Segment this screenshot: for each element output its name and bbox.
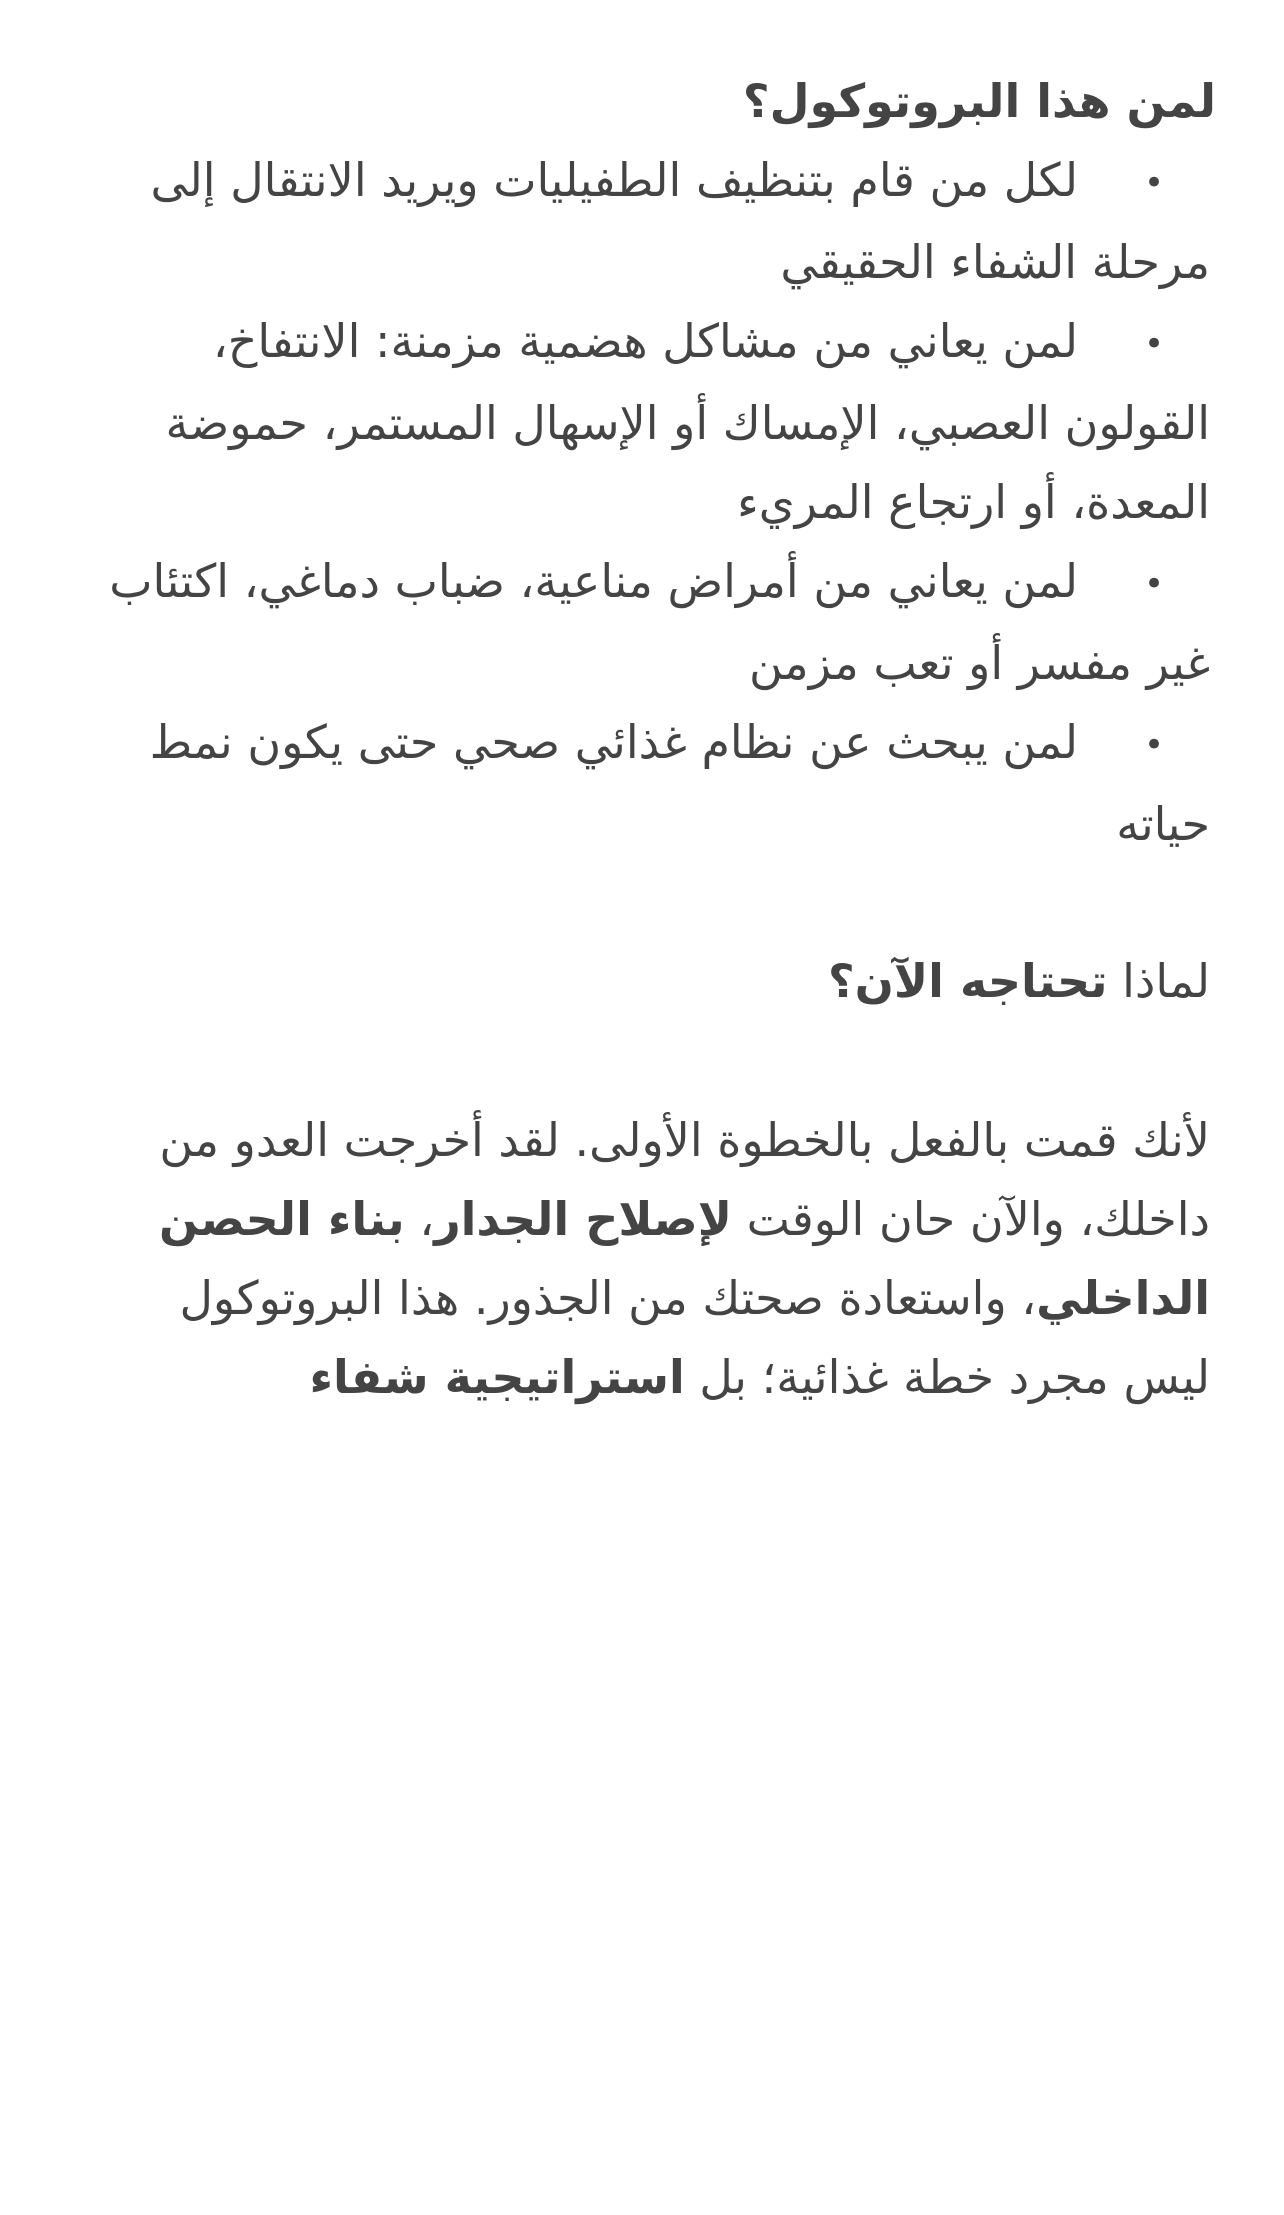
section-spacer xyxy=(90,1021,1210,1101)
list-item xyxy=(90,302,1210,542)
section-heading-why xyxy=(90,942,1210,1021)
paragraph-bold-text: استراتيجية شفاء xyxy=(309,1350,685,1404)
list-item-text: لكل من قام بتنظيف الطفيليات ويريد الانتقال إلى مرحلة الشفاء الحقيقي xyxy=(150,153,1210,289)
heading-bold-text: تحتاجه الآن؟ xyxy=(827,954,1108,1008)
list-item-text: لمن يعاني من مشاكل هضمية مزمنة: الانتفاخ، القولون العصبي، الإمساك أو الإسهال المستمر، حموضة المعدة، أو ارتجاع المريء xyxy=(165,314,1210,529)
paragraph-bold-text: لإصلاح الجدار xyxy=(434,1192,732,1246)
paragraph-text: ، واستعادة صحتك من الجذور. هذا البروتوكول ليس مجرد خطة غذائية؛ بل xyxy=(179,1271,1210,1404)
paragraph-bold-text: بناء الحصن الداخلي xyxy=(158,1192,1210,1325)
list-item-text: لمن يعاني من أمراض مناعية، ضباب دماغي، اكتئاب غير مفسر أو تعب مزمن xyxy=(109,554,1210,690)
document-body xyxy=(90,62,1216,1417)
list-item xyxy=(90,542,1210,703)
section-spacer xyxy=(90,864,1210,942)
paragraph-text: ، xyxy=(404,1192,435,1246)
list-item xyxy=(90,141,1210,302)
bullet-icon: • xyxy=(1143,564,1164,604)
why-paragraph xyxy=(90,1101,1210,1417)
list-item-text: لمن يبحث عن نظام غذائي صحي حتى يكون نمط حياته xyxy=(149,715,1210,851)
list-item xyxy=(90,703,1210,864)
bullet-icon: • xyxy=(1143,324,1164,364)
audience-list xyxy=(90,141,1210,864)
paragraph-text: لأنك قمت بالفعل بالخطوة الأولى. لقد أخرجت العدو من داخلك، والآن حان الوقت xyxy=(159,1113,1210,1246)
heading-plain-text: لماذا xyxy=(1107,954,1210,1008)
bullet-icon: • xyxy=(1143,725,1164,765)
section-heading-who: لمن هذا البروتوكول؟ xyxy=(742,74,1216,128)
bullet-icon: • xyxy=(1143,163,1164,203)
